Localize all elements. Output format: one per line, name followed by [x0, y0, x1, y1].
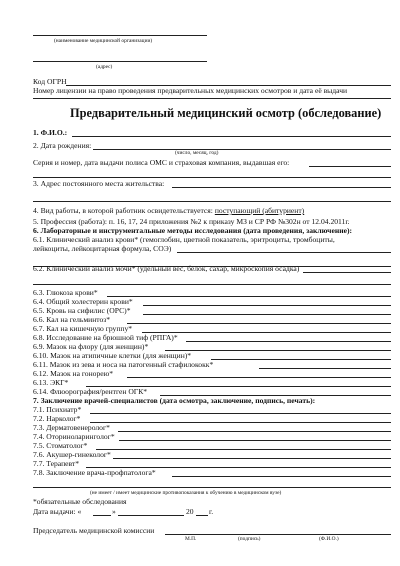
spec-7-3 [33, 423, 110, 432]
lab-6-2-fill-2[interactable] [33, 284, 391, 285]
spec-7-1-label: 7.1. Психиатр* [33, 405, 82, 414]
issue-date-year-prefix: 20 [186, 507, 194, 516]
field-oms-line[interactable] [309, 166, 391, 167]
spec-7-2-fill[interactable] [90, 422, 391, 423]
field-worktype-value: поступающий (абитуриент) [214, 206, 305, 215]
lab-6-8-fill[interactable] [186, 341, 391, 342]
spec-7-7-label: 7.7. Терапевт* [33, 459, 80, 468]
lab-6-6-fill[interactable] [127, 323, 391, 324]
address-caption: (адрес) [96, 64, 113, 70]
lab-6-10 [33, 351, 191, 360]
spec-7-1 [33, 405, 81, 414]
spec-7-1-fill[interactable] [90, 413, 391, 414]
contraindication-note: (не имеет / имеет медицинские противопоказания к обучению в медицинском вузе) [90, 490, 282, 496]
spec-7-5-label: 7.5. Стоматолог* [33, 441, 88, 450]
birthdate-caption: (число, месяц, год) [175, 150, 219, 156]
issue-date-label: Дата выдачи: « [33, 507, 82, 516]
field-address-label: 3. Адрес постоянного места жительства: [33, 179, 165, 188]
lab-6-14-label: 6.14. Флюорография/рентген ОГК* [33, 387, 148, 396]
spec-7-6-fill[interactable] [113, 458, 391, 459]
spec-7-6 [33, 450, 111, 459]
field-oms-label: Серия и номер, дата выдачи полиса ОМС и страховая компания, выдавшая его: [33, 158, 290, 167]
lab-6-2-label: 6.2. Клинический анализ мочи* (удельный вес, белок, сахар, микроскопия осадка) [33, 264, 300, 273]
commission-chair-label: Председатель медицинской комиссии [33, 526, 155, 535]
field-birthdate-label: 2. Дата рождения: [33, 141, 92, 150]
lab-6-10-label: 6.10. Мазок на атипичные клетки (для женщин)* [33, 351, 192, 360]
license-text: Номер лицензии на право проведения предварительных медицинских осмотров и дата её выдачи [33, 86, 348, 95]
spec-7-3-fill[interactable] [118, 431, 391, 432]
field-worktype-prefix: 4. Вид работы, в которой работник освидетельствуется: [33, 206, 213, 215]
field-address-line[interactable] [172, 187, 391, 188]
chair-signature-line[interactable] [165, 534, 391, 535]
license-line[interactable] [33, 98, 391, 99]
lab-6-9-fill[interactable] [165, 350, 391, 351]
spec-7-5 [33, 441, 87, 450]
address-line[interactable] [33, 61, 207, 62]
lab-6-2-fill[interactable] [303, 272, 391, 273]
spec-7-4 [33, 432, 115, 441]
lab-6-4-label: 6.4. Общий холестерин крови* [33, 297, 133, 306]
spec-7-2-label: 7.2. Нарколог* [33, 414, 81, 423]
lab-6-12-fill[interactable] [127, 377, 391, 378]
spec-7-8-fill-2[interactable] [33, 487, 391, 488]
lab-6-5-fill[interactable] [143, 314, 391, 315]
stamp-caption: М.П. [185, 536, 197, 542]
field-fio-label: 1. Ф.И.О.: [33, 128, 68, 137]
mandatory-note: *обязательные обследования [33, 497, 127, 506]
lab-6-11-label: 6.11. Мазок из зева и носа на патогенный стафилококк* [33, 360, 214, 369]
lab-6-13 [33, 378, 68, 387]
field-worktype-label [33, 206, 304, 215]
page-title: Предварительный медицинский осмотр (обследование) [70, 106, 382, 120]
org-name-caption: (наименование медицинской организации) [54, 38, 153, 44]
field-profession: 5. Профессия (работа): п. 16, 17, 24 приложения №2 к приказу МЗ и СР РФ №302н от 12.04.2011г. [33, 217, 350, 226]
spec-7-4-fill[interactable] [119, 440, 391, 441]
lab-6-3-fill[interactable] [107, 296, 391, 297]
spec-7-7 [33, 459, 79, 468]
spec-7-2 [33, 414, 80, 423]
field-birthdate-line[interactable] [93, 149, 391, 150]
lab-6-1-line-a: 6.1. Клинический анализ крови* (гемоглобин, цветной показатель, эритроциты, тромбоциты, [33, 235, 335, 244]
lab-6-14 [33, 387, 147, 396]
fio-caption: (Ф.И.О.) [319, 536, 339, 542]
lab-6-6-label: 6.6. Кал на гельминтоз* [33, 315, 111, 324]
lab-6-7-label: 6.7. Кал на кишечную группу* [33, 324, 133, 333]
field-oms-line-2[interactable] [33, 177, 391, 178]
lab-6-13-label: 6.13. ЭКГ* [33, 378, 69, 387]
lab-6-6 [33, 315, 110, 324]
field-address-line-2[interactable] [33, 201, 391, 202]
spec-7-6-label: 7.6. Акушер-гинеколог* [33, 450, 111, 459]
issue-date-quote: » [112, 507, 116, 516]
spec-7-8-fill[interactable] [172, 476, 391, 477]
ogrn-label: Код ОГРН [33, 77, 67, 86]
spec-7-5-fill[interactable] [96, 449, 391, 450]
specialists-heading: 7. Заключение врачей-специалистов (дата осмотра, заключение, подпись, печать): [33, 396, 316, 405]
lab-6-11-fill[interactable] [259, 368, 391, 369]
lab-6-8 [33, 333, 178, 342]
issue-date-day[interactable] [93, 515, 111, 516]
spec-7-8-label: 7.8. Заключение врача-профпатолога* [33, 468, 156, 477]
lab-6-3-label: 6.3. Глюкоза крови* [33, 288, 98, 297]
org-name-line[interactable] [33, 35, 207, 36]
issue-date-month[interactable] [118, 515, 184, 516]
lab-6-1-fill[interactable] [177, 252, 391, 253]
spec-7-8 [33, 468, 156, 477]
lab-6-11 [33, 360, 213, 369]
lab-6-3 [33, 288, 98, 297]
lab-methods-heading: 6. Лабораторные и инструментальные методы исследования (дата проведения, заключение): [33, 226, 353, 235]
lab-6-12 [33, 369, 113, 378]
lab-6-5 [33, 306, 131, 315]
lab-6-4-fill[interactable] [143, 305, 391, 306]
lab-6-7-fill[interactable] [142, 332, 391, 333]
issue-date-year[interactable] [196, 515, 208, 516]
field-fio-line[interactable] [72, 136, 391, 137]
lab-6-5-label: 6.5. Кровь на сифилис (ОРС)* [33, 306, 131, 315]
spec-7-3-label: 7.3. Дерматовенеролог* [33, 423, 110, 432]
lab-6-7 [33, 324, 132, 333]
lab-6-12-label: 6.12. Мазок на гонорею* [33, 369, 114, 378]
lab-6-4 [33, 297, 133, 306]
lab-6-1-line-b: лейкоциты, лейкоцитарная формула, СОЭ) [33, 244, 172, 253]
issue-date-year-suffix: г. [209, 507, 214, 516]
lab-6-8-label: 6.8. Исследование на брюшной тиф (РПГА)* [33, 333, 178, 342]
lab-6-10-fill[interactable] [211, 359, 391, 360]
signature-caption: (подпись) [238, 536, 261, 542]
spec-7-4-label: 7.4. Оториноларинголог* [33, 432, 115, 441]
lab-6-9 [33, 342, 148, 351]
lab-6-9-label: 6.9. Мазок на флору (для женщин)* [33, 342, 149, 351]
